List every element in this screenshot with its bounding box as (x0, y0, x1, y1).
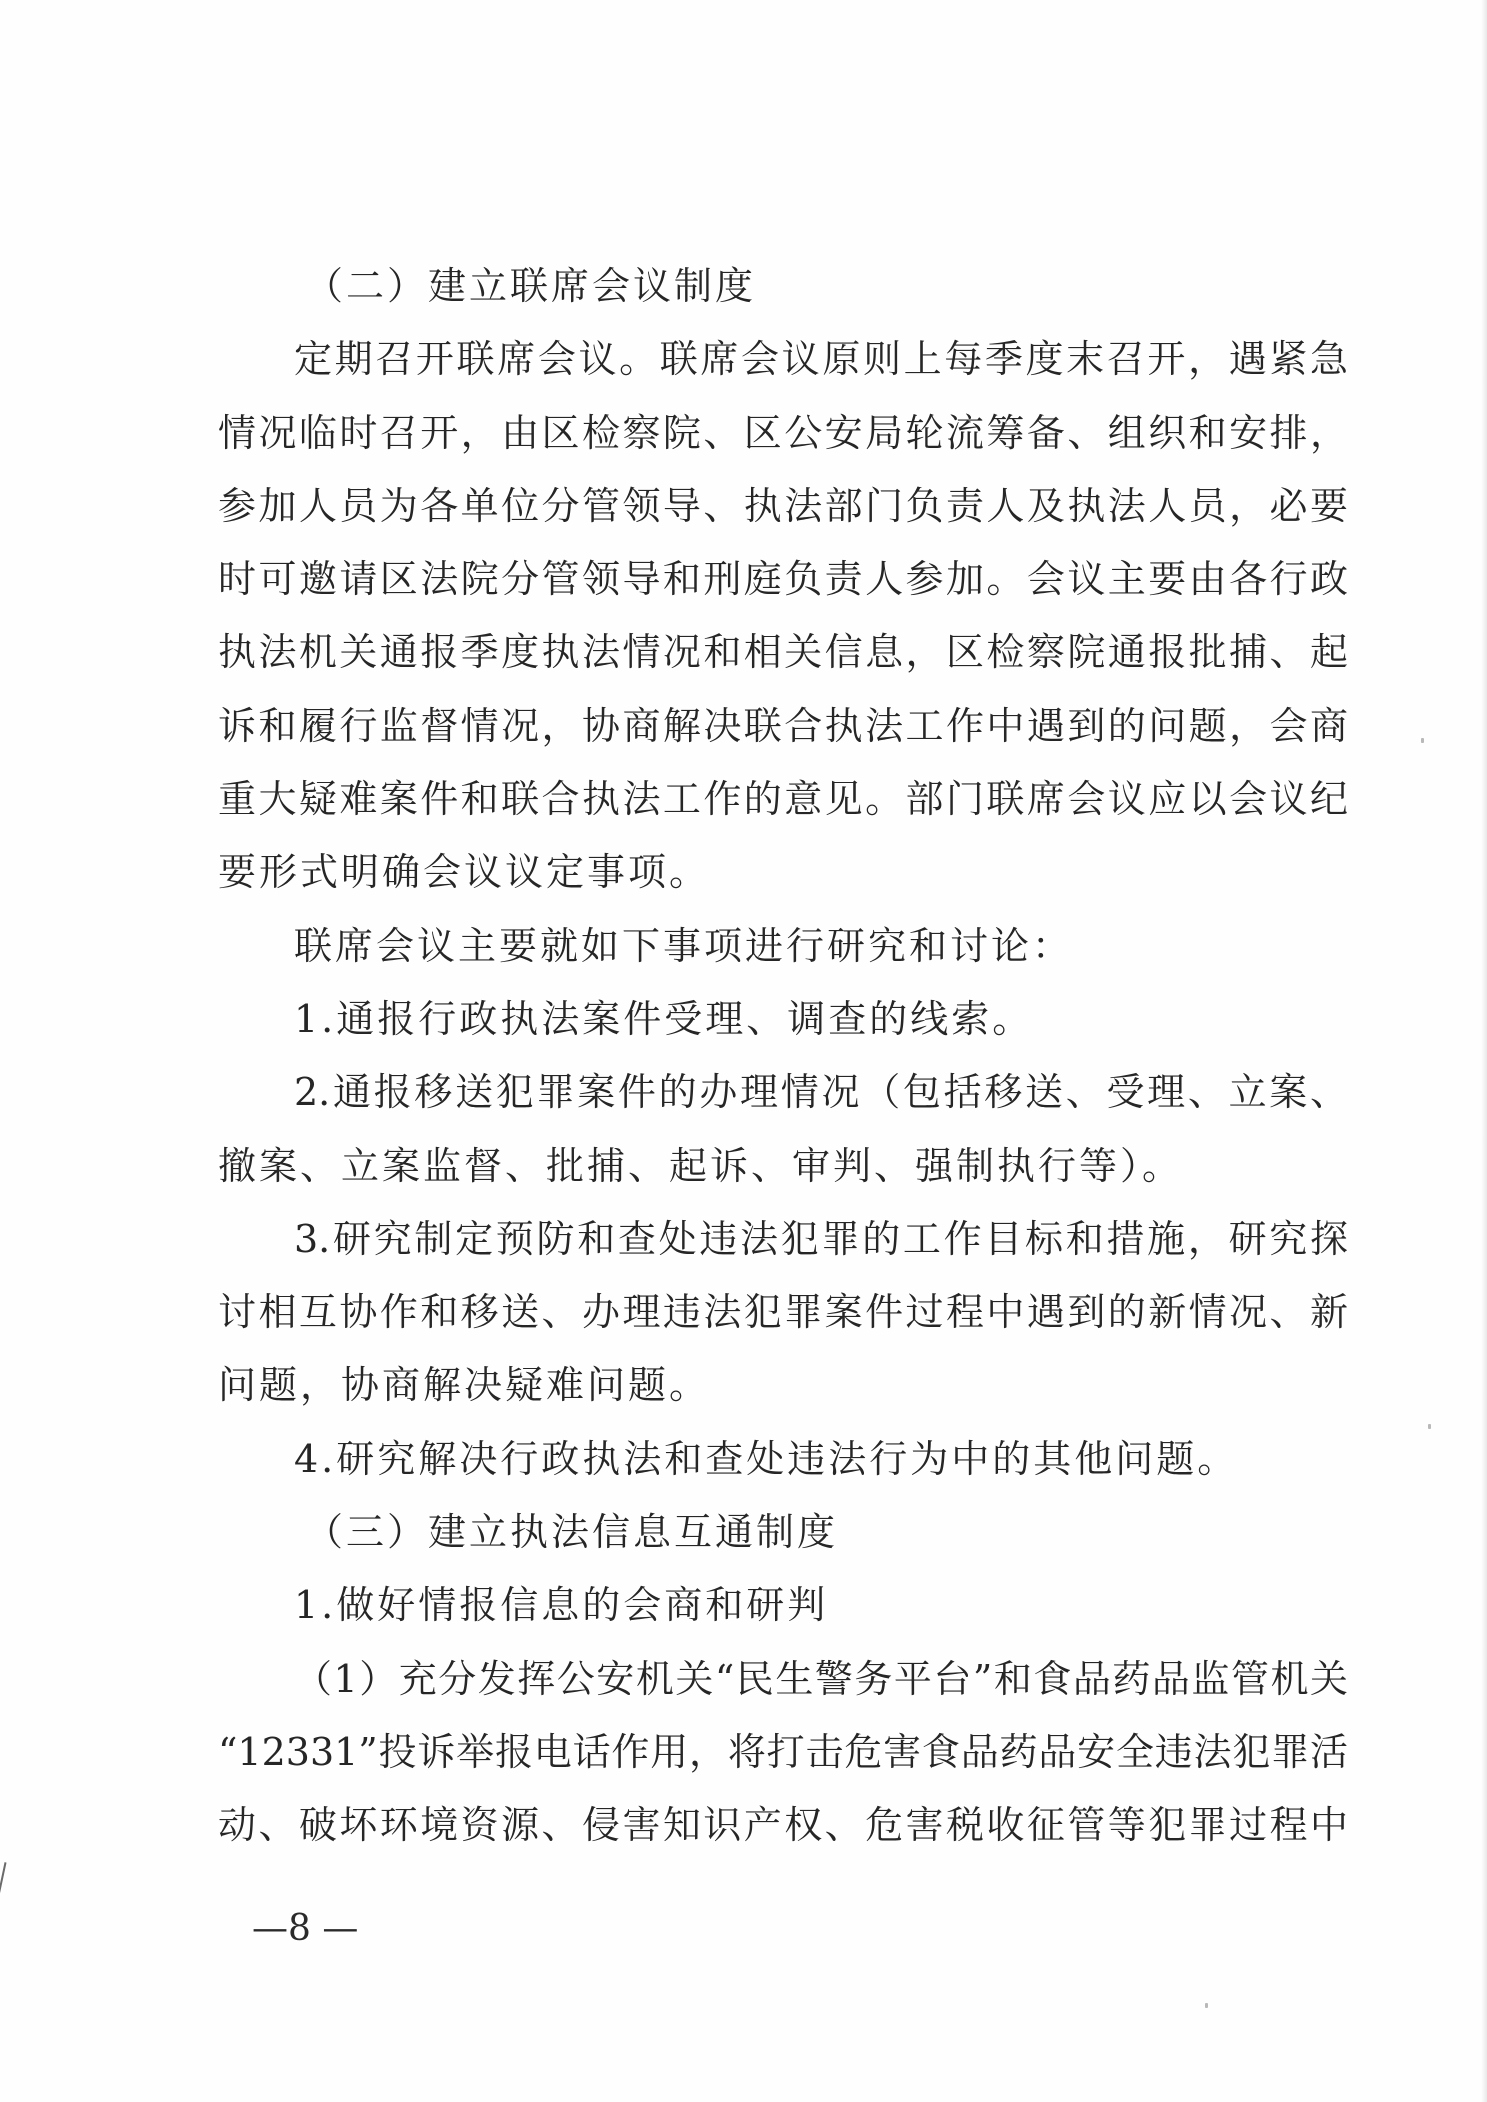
section-heading: （三）建立执法信息互通制度 (305, 1510, 839, 1555)
scan-edge-shadow (1481, 0, 1487, 2102)
paragraph-line: 联席会议主要就如下事项进行研究和讨论： (294, 923, 1074, 968)
paragraph-line: 定期召开联席会议。联席会议原则上每季度末召开，遇紧急 (294, 337, 1348, 382)
subsection-heading: 1.做好情报信息的会商和研判 (294, 1583, 829, 1628)
list-item-line: 问题，协商解决疑难问题。 (218, 1363, 711, 1408)
paragraph-line: 参加人员为各单位分管领导、执法部门负责人及执法人员，必要 (218, 483, 1348, 528)
list-item-line: 3.研究制定预防和查处违法犯罪的工作目标和措施，研究探 (294, 1216, 1348, 1261)
paragraph-line: 情况临时召开，由区检察院、区公安局轮流筹备、组织和安排， (218, 410, 1348, 455)
paragraph-line: 执法机关通报季度执法情况和相关信息，区检察院通报批捕、起 (218, 630, 1348, 675)
scan-mark (0, 1862, 7, 1896)
list-item-line: 讨相互协作和移送、办理违法犯罪案件过程中遇到的新情况、新 (218, 1290, 1348, 1335)
list-item-line: 2.通报移送犯罪案件的办理情况（包括移送、受理、立案、 (294, 1070, 1348, 1115)
document-body (218, 250, 1348, 1863)
list-item-line: 1.通报行政执法案件受理、调查的线索。 (294, 996, 1034, 1041)
scan-speck (1428, 1424, 1431, 1429)
paragraph-line: “12331”投诉举报电话作用，将打击危害食品药品安全违法犯罪活 (218, 1729, 1348, 1774)
paragraph-line: 动、破坏环境资源、侵害知识产权、危害税收征管等犯罪过程中 (218, 1803, 1348, 1848)
paragraph-line: 要形式明确会议议定事项。 (218, 850, 711, 895)
paragraph-line: 时可邀请区法院分管领导和刑庭负责人参加。会议主要由各行政 (218, 557, 1348, 602)
scan-speck (1205, 2003, 1208, 2008)
paragraph-line: 诉和履行监督情况，协商解决联合执法工作中遇到的问题，会商 (218, 703, 1348, 748)
section-heading: （二）建立联席会议制度 (305, 264, 757, 308)
paragraph-line: 重大疑难案件和联合执法工作的意见。部门联席会议应以会议纪 (218, 777, 1348, 822)
page-number: —8 — (252, 1908, 359, 1949)
paragraph-line: （1）充分发挥公安机关“民生警务平台”和食品药品监管机关 (294, 1656, 1348, 1701)
list-item-line: 4.研究解决行政执法和查处违法行为中的其他问题。 (294, 1436, 1239, 1481)
list-item-line: 撤案、立案监督、批捕、起诉、审判、强制执行等）。 (218, 1143, 1184, 1188)
scan-speck (1421, 738, 1424, 743)
